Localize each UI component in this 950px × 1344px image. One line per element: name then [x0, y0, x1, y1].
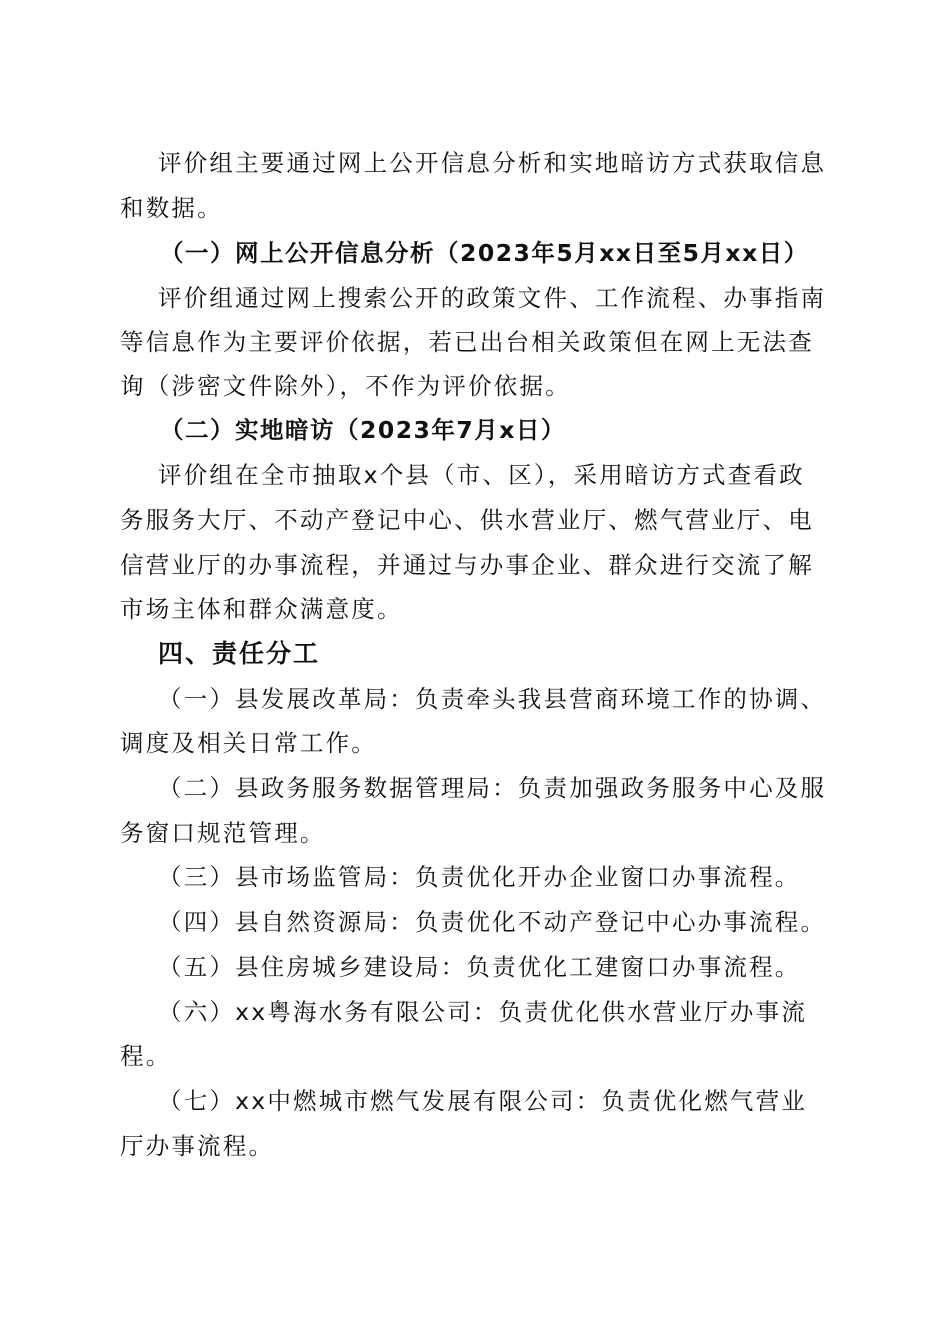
paragraph-visit-line-1: 评价组在全市抽取x个县（市、区），采用暗访方式查看政: [158, 461, 805, 489]
item-5: （五）县住房城乡建设局：负责优化工建窗口办事流程。: [158, 953, 801, 981]
paragraph-visit-line-4: 市场主体和群众满意度。: [120, 595, 403, 623]
item-7-line-1: （七）xx中燃城市燃气发展有限公司：负责优化燃气营业: [158, 1087, 808, 1115]
item-2-line-2: 务窗口规范管理。: [120, 819, 326, 847]
item-7-line-2: 厅办事流程。: [120, 1132, 275, 1160]
subheading-online-analysis: （一）网上公开信息分析（2023年5月xx日至5月xx日）: [160, 239, 809, 267]
paragraph-online-line-1: 评价组通过网上搜索公开的政策文件、工作流程、办事指南: [158, 284, 827, 312]
paragraph-online-line-3: 询（涉密文件除外），不作为评价依据。: [120, 372, 571, 400]
item-2-line-1: （二）县政务服务数据管理局：负责加强政务服务中心及服: [158, 774, 827, 802]
item-6-line-1: （六）xx粤海水务有限公司：负责优化供水营业厅办事流: [158, 998, 808, 1026]
paragraph-visit-line-3: 信营业厅的办事流程，并通过与办事企业、群众进行交流了解: [120, 551, 814, 579]
item-4: （四）县自然资源局：负责优化不动产登记中心办事流程。: [158, 908, 827, 936]
paragraph-intro-line-2: 和数据。: [120, 194, 223, 222]
item-1-line-1: （一）县发展改革局：负责牵头我县营商环境工作的协调、: [158, 685, 827, 713]
paragraph-online-line-2: 等信息作为主要评价依据，若已出台相关政策但在网上无法查: [120, 328, 814, 356]
section-heading-responsibilities: 四、责任分工: [158, 639, 321, 668]
item-6-line-2: 程。: [120, 1042, 172, 1070]
item-3: （三）县市场监管局：负责优化开办企业窗口办事流程。: [158, 863, 801, 891]
item-1-line-2: 调度及相关日常工作。: [120, 729, 377, 757]
paragraph-intro-line-1: 评价组主要通过网上公开信息分析和实地暗访方式获取信息: [158, 149, 827, 177]
subheading-site-visit: （二）实地暗访（2023年7月x日）: [160, 416, 566, 444]
paragraph-visit-line-2: 务服务大厅、不动产登记中心、供水营业厅、燃气营业厅、电: [120, 506, 814, 534]
